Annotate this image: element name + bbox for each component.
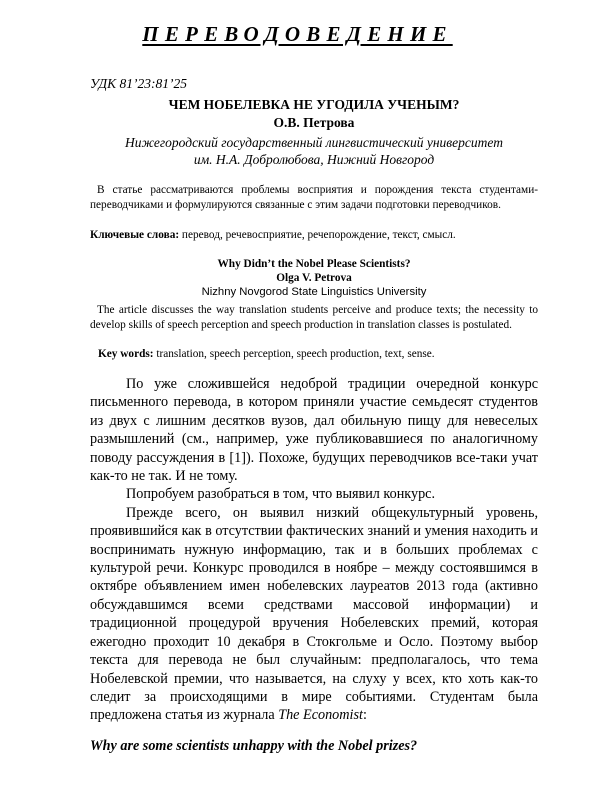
body-paragraph-1-text: По уже сложившейся недоброй традиции очередной конкурс письменного перевода, в котором приняли участие семьдесят студентов из двух с лишним десятков вузов, дал обильную пищу для невеселых размышлений (см., например, уже публиковавшиеся по аналогичному поводу рассуждения в [1]). Похоже, будущих переводчиков все-таки учат как-то не так. И не тому.: [90, 376, 538, 485]
abstract-en: The article discusses the way translation students perceive and produce texts; the necessity to develop skills of speech perception and speech production in translation classes is postulated.: [90, 304, 538, 331]
keywords-en-label: Key words:: [98, 348, 154, 360]
keywords-ru-text: перевод, речевосприятие, речепорождение, текст, смысл.: [179, 229, 456, 241]
body-paragraph-1: [90, 375, 538, 485]
affiliation-ru-line1: Нижегородский государственный лингвистический университет: [125, 135, 503, 150]
article-title-en: Why Didn’t the Nobel Please Scientists?: [217, 258, 411, 270]
affiliation-ru: [90, 134, 538, 168]
keywords-en: [98, 348, 538, 360]
body-paragraph-2: [90, 485, 538, 503]
body-paragraph-3-end: :: [362, 707, 367, 724]
section-title: ПЕРЕВОДОВЕДЕНИЕ: [142, 22, 453, 46]
udk-code: УДК 81’23:81’25: [90, 76, 187, 91]
keywords-ru-label: Ключевые слова:: [90, 229, 180, 241]
body-paragraph-2-text: Попробуем разобраться в том, что выявил конкурс.: [126, 486, 436, 503]
keywords-ru: [90, 229, 538, 241]
author-en: Olga V. Petrova: [276, 272, 352, 284]
journal-name: The Economist: [278, 707, 363, 724]
article-body: [90, 375, 538, 725]
article-title-ru: ЧЕМ НОБЕЛЕВКА НЕ УГОДИЛА УЧЕНЫМ?: [168, 97, 460, 112]
affiliation-en: Nizhny Novgorod State Linguistics University: [201, 286, 427, 298]
keywords-en-text: translation, speech perception, speech production, text, sense.: [153, 348, 435, 360]
body-paragraph-3-text: Прежде всего, он выявил низкий общекультурный уровень, проявившийся как в отсутствии фактических знаний и умения находить и воспринимать нужную информацию, так и в больших проблемах с культурой речи. Конкурс проводился в ноябре – между состоявшимся в октябре объявлением имен нобелевских лауреатов 2013 года (активно обсуждавшимся всеми средствами массовой информации) и традиционной процедурой вручения Нобелевских премий, которая ежегодно проходит 10 декабря в Стокгольме и Осло. Поэтому выбор текста для перевода не был случайным: предполагалось, что тема Нобелевской премии, что называется, на слуху у всех, кто хоть как-то следит за происходящими в мире событиями. Студентам была предложена статья из журнала: [90, 504, 538, 724]
english-text-heading: Why are some scientists unhappy with the Nobel prizes?: [90, 738, 418, 754]
body-paragraph-3: [90, 504, 538, 725]
author-ru: О.В. Петрова: [273, 115, 355, 130]
affiliation-ru-line2: им. Н.А. Добролюбова, Нижний Новгород: [193, 152, 435, 167]
abstract-ru: В статье рассматриваются проблемы восприятия и порождения текста студентами-переводчиками и формулируются связанные с этим задачи подготовки переводчиков.: [90, 184, 538, 211]
